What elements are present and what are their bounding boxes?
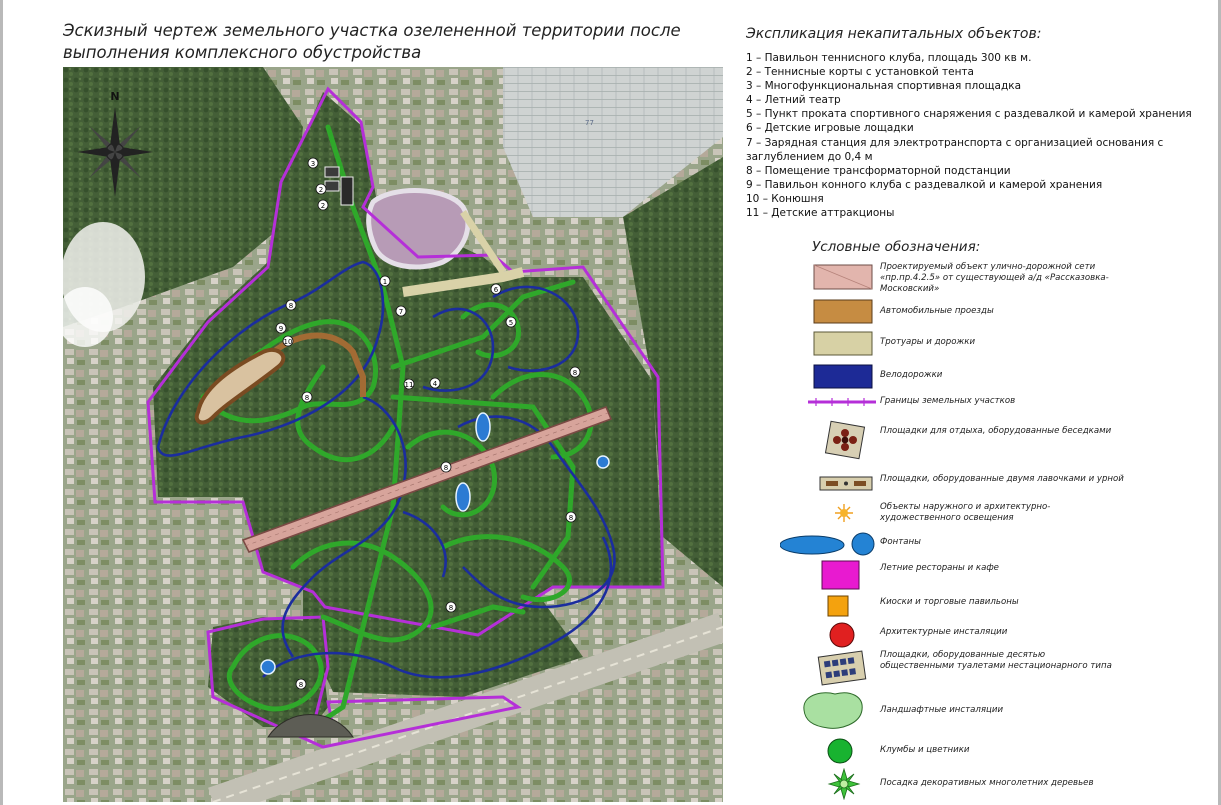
title-line-1: Эскизный чертеж земельного участка озелененной территории после bbox=[63, 21, 681, 40]
legend-label: Киоски и торговые павильоны bbox=[880, 597, 1019, 607]
legend-label: Проектируемый объект улично-дорожной сети «пр.пр.4.2.5» от существующей а/д «Рассказовка-Московский» bbox=[880, 262, 1109, 294]
light-icon bbox=[780, 501, 876, 527]
svg-text:3: 3 bbox=[310, 160, 316, 168]
legend-item-gazebo bbox=[780, 420, 1210, 460]
legend-item-bike bbox=[780, 363, 1210, 391]
svg-text:8: 8 bbox=[568, 514, 574, 522]
fountain-icon bbox=[780, 532, 876, 558]
svg-text:4: 4 bbox=[432, 380, 438, 388]
explication-item: заглублением до 0,4 м bbox=[746, 150, 873, 163]
svg-text:2: 2 bbox=[318, 186, 324, 194]
kiosk-icon bbox=[780, 595, 876, 617]
fountain bbox=[476, 413, 490, 441]
svg-text:2: 2 bbox=[320, 202, 326, 210]
legend-item-toilet bbox=[780, 650, 1210, 686]
svg-text:6: 6 bbox=[493, 286, 499, 294]
tree-icon bbox=[780, 768, 876, 800]
boundary-swatch bbox=[780, 395, 876, 409]
svg-text:10: 10 bbox=[283, 338, 293, 346]
legend-item-flower bbox=[780, 738, 1210, 764]
svg-text:8: 8 bbox=[304, 394, 310, 402]
svg-text:8: 8 bbox=[448, 604, 454, 612]
legend-label: Площадки, оборудованные десятью общественными туалетами нестационарного типа bbox=[880, 650, 1112, 671]
landscape-installation-icon bbox=[780, 688, 876, 732]
legend-label: Клумбы и цветники bbox=[880, 745, 970, 755]
legend-label: Велодорожки bbox=[880, 370, 943, 380]
legend-label: Посадка декоративных многолетних деревьев bbox=[880, 778, 1094, 788]
legend-item-walk bbox=[780, 330, 1210, 358]
explication-item: 3 – Многофункциональная спортивная площадка bbox=[746, 80, 1022, 93]
legend-label: Площадки для отдыха, оборудованные беседками bbox=[880, 426, 1112, 436]
legend-label: Площадки, оборудованные двумя лавочками и урной bbox=[880, 474, 1124, 484]
installation-icon bbox=[780, 622, 876, 648]
legend-label: Летние рестораны и кафе bbox=[880, 563, 999, 573]
explication-item: 9 – Павильон конного клуба с раздевалкой и камерой хранения bbox=[746, 178, 1103, 191]
explication-item: 5 – Пункт проката спортивного снаряжения с раздевалкой и камерой хранения bbox=[746, 108, 1192, 121]
bike-path-swatch bbox=[780, 363, 876, 391]
svg-text:1: 1 bbox=[382, 278, 388, 286]
svg-text:8: 8 bbox=[572, 369, 578, 377]
explication-list bbox=[746, 51, 1206, 220]
legend-label: Автомобильные проезды bbox=[880, 306, 994, 316]
legend-title: Условные обозначения: bbox=[812, 239, 981, 255]
svg-text:5: 5 bbox=[508, 319, 514, 327]
svg-text:8: 8 bbox=[443, 464, 449, 472]
svg-text:11: 11 bbox=[404, 381, 414, 389]
legend-label: Ландшафтные инсталяции bbox=[880, 705, 1004, 715]
legend-label: Объекты наружного и архитектурно-художественного освещения bbox=[880, 502, 1051, 523]
legend-label: Архитектурные инсталяции bbox=[880, 627, 1008, 637]
legend-item-boundary bbox=[780, 395, 1210, 409]
legend-item-car bbox=[780, 298, 1210, 326]
explication-item: 8 – Помещение трансформаторной подстанции bbox=[746, 164, 1011, 177]
svg-text:9: 9 bbox=[278, 325, 284, 333]
explication-item: 1 – Павильон теннисного клуба, площадь 300 кв м. bbox=[746, 52, 1032, 64]
cafe-icon bbox=[780, 560, 876, 590]
legend-label: Границы земельных участков bbox=[880, 396, 1016, 406]
explication-item: 2 – Теннисные корты с установкой тента bbox=[746, 66, 974, 79]
parcel-number: 77 bbox=[585, 119, 594, 127]
legend-item-light bbox=[780, 501, 1210, 527]
svg-text:8: 8 bbox=[298, 681, 304, 689]
site-plan-map[interactable] bbox=[63, 67, 723, 802]
legend-item-road bbox=[780, 263, 1210, 293]
legend-label: Тротуары и дорожки bbox=[880, 337, 976, 347]
walkway-swatch bbox=[780, 330, 876, 358]
explication-item: 7 – Зарядная станция для электротранспорта с организацией основания с bbox=[746, 136, 1164, 149]
toilet-icon bbox=[780, 650, 876, 686]
road-swatch bbox=[780, 263, 876, 293]
north-label: N bbox=[110, 90, 120, 103]
page-title bbox=[63, 20, 723, 64]
legend-item-cafe bbox=[780, 560, 1210, 590]
svg-text:8: 8 bbox=[288, 302, 294, 310]
legend-item-trees bbox=[780, 768, 1210, 800]
explication-title: Экспликация некапитальных объектов: bbox=[746, 26, 1042, 42]
car-road-swatch bbox=[780, 298, 876, 326]
title-line-2: выполнения комплексного обустройства bbox=[63, 43, 422, 62]
legend-item-art bbox=[780, 622, 1210, 648]
explication-item: 11 – Детские аттракционы bbox=[746, 207, 895, 220]
fountain bbox=[261, 660, 275, 674]
site-plan-svg bbox=[63, 67, 723, 802]
gazebo-icon bbox=[780, 420, 876, 460]
flowerbed-icon bbox=[780, 738, 876, 764]
legend-item-kiosk bbox=[780, 595, 1210, 617]
legend-item-bench bbox=[780, 472, 1210, 494]
legend-item-landscape bbox=[780, 688, 1210, 732]
sports-ground bbox=[341, 177, 353, 205]
legend-label: Фонтаны bbox=[880, 537, 921, 547]
explication-item: 6 – Детские игровые лощадки bbox=[746, 122, 914, 135]
explication-item: 10 – Конюшня bbox=[746, 192, 824, 205]
fountain bbox=[597, 456, 609, 468]
tennis-court bbox=[325, 181, 339, 191]
tennis-court bbox=[325, 167, 339, 177]
legend-item-fountain bbox=[780, 532, 1210, 558]
explication-item: 4 – Летний театр bbox=[746, 94, 841, 107]
fountain bbox=[456, 483, 470, 511]
bench-icon bbox=[780, 472, 876, 494]
svg-text:7: 7 bbox=[398, 308, 404, 316]
